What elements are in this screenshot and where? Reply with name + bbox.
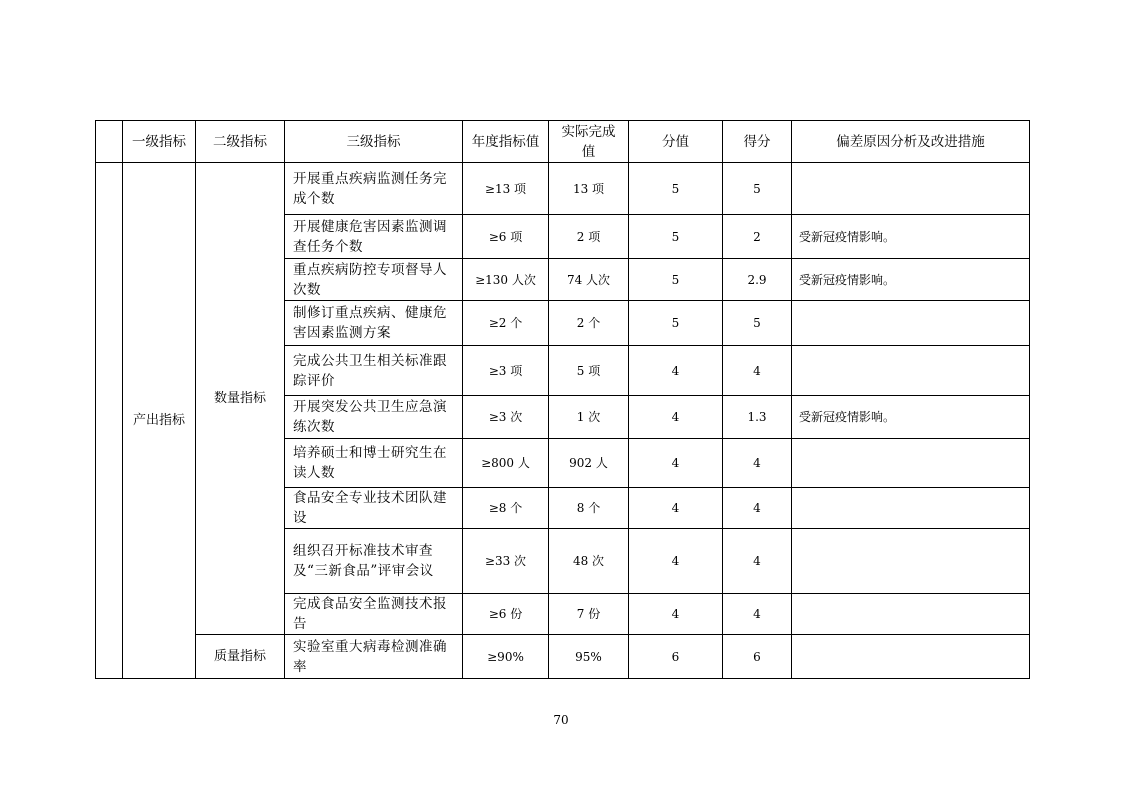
- score-cell: 5: [723, 301, 792, 346]
- header-score: 得分: [723, 121, 792, 163]
- score-cell: 1.3: [723, 396, 792, 439]
- level2-cell-quantity: 数量指标: [196, 163, 285, 635]
- target-cell: ≥33 次: [463, 529, 549, 594]
- note-cell: [792, 529, 1030, 594]
- level1-cell: 产出指标: [123, 163, 196, 679]
- note-cell: 受新冠疫情影响。: [792, 215, 1030, 259]
- header-level1: 一级指标: [123, 121, 196, 163]
- indicator-cell: 培养硕士和博士研究生在读人数: [285, 439, 463, 488]
- actual-cell: 8 个: [549, 488, 629, 529]
- indicator-cell: 开展突发公共卫生应急演练次数: [285, 396, 463, 439]
- indicator-table-container: [95, 120, 1029, 679]
- actual-cell: 2 个: [549, 301, 629, 346]
- points-cell: 5: [629, 215, 723, 259]
- header-level2: 二级指标: [196, 121, 285, 163]
- performance-indicator-table: [95, 120, 1030, 679]
- points-cell: 6: [629, 635, 723, 679]
- indicator-cell: 制修订重点疾病、健康危害因素监测方案: [285, 301, 463, 346]
- note-cell: [792, 594, 1030, 635]
- points-cell: 4: [629, 439, 723, 488]
- score-cell: 4: [723, 488, 792, 529]
- target-cell: ≥8 个: [463, 488, 549, 529]
- indicator-cell: 重点疾病防控专项督导人次数: [285, 259, 463, 301]
- score-cell: 4: [723, 529, 792, 594]
- note-cell: [792, 439, 1030, 488]
- score-cell: 2.9: [723, 259, 792, 301]
- score-cell: 6: [723, 635, 792, 679]
- header-blank: [96, 121, 123, 163]
- indicator-cell: 实验室重大病毒检测准确率: [285, 635, 463, 679]
- header-annual-target: 年度指标值: [463, 121, 549, 163]
- header-level3: 三级指标: [285, 121, 463, 163]
- points-cell: 4: [629, 594, 723, 635]
- header-actual-value: 实际完成值: [549, 121, 629, 163]
- points-cell: 5: [629, 301, 723, 346]
- points-cell: 4: [629, 529, 723, 594]
- indicator-cell: 食品安全专业技术团队建设: [285, 488, 463, 529]
- indicator-cell: 完成食品安全监测技术报告: [285, 594, 463, 635]
- header-deviation: 偏差原因分析及改进措施: [792, 121, 1030, 163]
- indicator-cell: 完成公共卫生相关标准跟踪评价: [285, 346, 463, 396]
- target-cell: ≥6 份: [463, 594, 549, 635]
- header-row: [96, 121, 1030, 163]
- target-cell: ≥800 人: [463, 439, 549, 488]
- target-cell: ≥6 项: [463, 215, 549, 259]
- score-cell: 2: [723, 215, 792, 259]
- actual-cell: 48 次: [549, 529, 629, 594]
- actual-cell: 1 次: [549, 396, 629, 439]
- points-cell: 5: [629, 163, 723, 215]
- points-cell: 4: [629, 396, 723, 439]
- score-cell: 5: [723, 163, 792, 215]
- indicator-cell: 开展重点疾病监测任务完成个数: [285, 163, 463, 215]
- target-cell: ≥3 次: [463, 396, 549, 439]
- actual-cell: 7 份: [549, 594, 629, 635]
- header-score-value: 分值: [629, 121, 723, 163]
- actual-cell: 74 人次: [549, 259, 629, 301]
- note-cell: 受新冠疫情影响。: [792, 396, 1030, 439]
- points-cell: 5: [629, 259, 723, 301]
- score-cell: 4: [723, 439, 792, 488]
- target-cell: ≥2 个: [463, 301, 549, 346]
- blank-cell: [96, 163, 123, 679]
- note-cell: [792, 301, 1030, 346]
- actual-cell: 2 项: [549, 215, 629, 259]
- actual-cell: 902 人: [549, 439, 629, 488]
- table-row: [96, 163, 1030, 215]
- note-cell: [792, 635, 1030, 679]
- target-cell: ≥3 项: [463, 346, 549, 396]
- note-cell: [792, 346, 1030, 396]
- level2-cell-quality: 质量指标: [196, 635, 285, 679]
- target-cell: ≥13 项: [463, 163, 549, 215]
- actual-cell: 13 项: [549, 163, 629, 215]
- points-cell: 4: [629, 346, 723, 396]
- actual-cell: 95%: [549, 635, 629, 679]
- indicator-cell: 开展健康危害因素监测调查任务个数: [285, 215, 463, 259]
- score-cell: 4: [723, 346, 792, 396]
- indicator-cell: 组织召开标准技术审查及“三新食品”评审会议: [285, 529, 463, 594]
- table-row: [96, 635, 1030, 679]
- points-cell: 4: [629, 488, 723, 529]
- score-cell: 4: [723, 594, 792, 635]
- note-cell: [792, 488, 1030, 529]
- page-number: 70: [553, 713, 569, 727]
- target-cell: ≥90%: [463, 635, 549, 679]
- target-cell: ≥130 人次: [463, 259, 549, 301]
- actual-cell: 5 项: [549, 346, 629, 396]
- note-cell: 受新冠疫情影响。: [792, 259, 1030, 301]
- note-cell: [792, 163, 1030, 215]
